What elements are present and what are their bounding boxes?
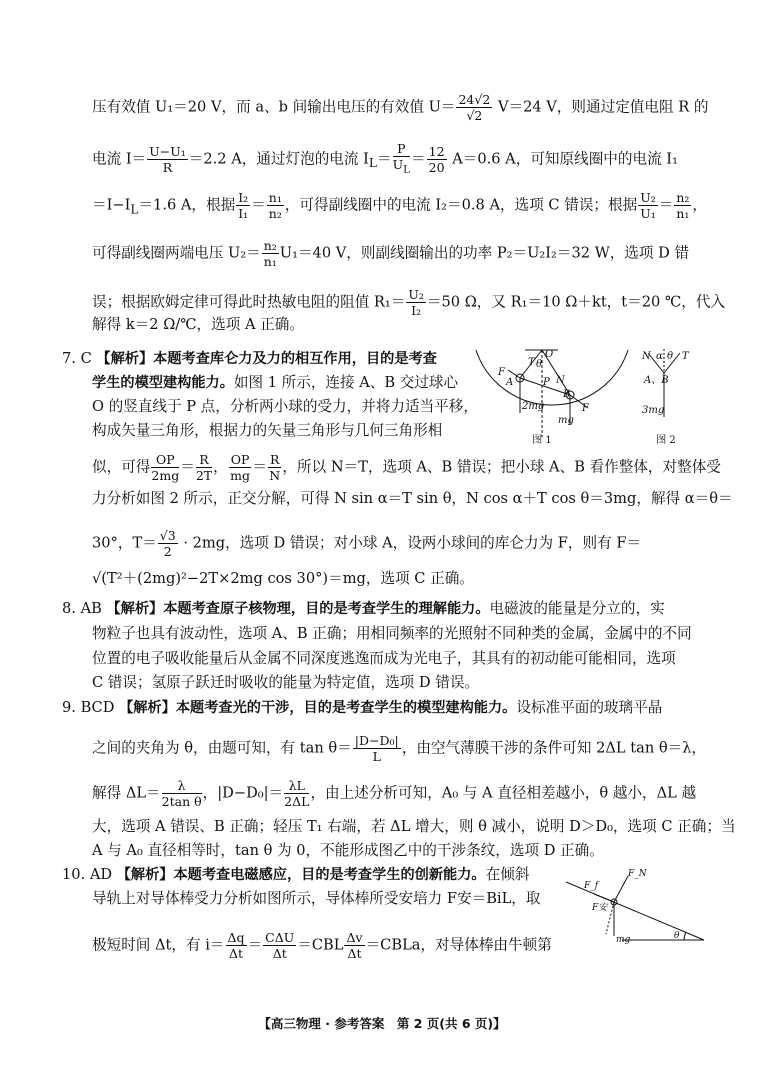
numerator: R [196,452,212,468]
subscript: L [130,202,139,217]
fraction [236,190,250,221]
numerator: CΔU [265,930,295,945]
denominator: Δt [347,946,362,961]
figure-1 [476,350,628,437]
label-F-b: F [582,403,589,414]
numerator: √3 [159,528,176,543]
arrow-Ff [594,894,614,902]
p10-line-1 [62,864,529,886]
analysis-heading: 【解析】本题考查光的干涉，目的是考查学生的模型建构能力。 [119,700,517,716]
denominator: n₁ [263,254,277,269]
figure-1-labels [497,349,590,426]
text: 30°，T＝ [92,534,157,552]
numerator: Δv [346,930,363,945]
question-number: 10. AD [62,866,113,883]
denominator: 2ΔL [284,794,310,809]
text: ， [213,458,228,476]
label-N: N [642,351,651,362]
text: O 的竖直线于 P 点，分析两小球的受力，并将力适当平移， [92,398,478,415]
denominator: I₂ [411,303,422,318]
text: ，|D−D₀|＝ [202,784,284,802]
text: 导轨上对导体棒受力分析如图所示，导体棒所受安培力 F安＝BiL，取 [92,890,541,907]
text: 似，可得 [92,458,151,476]
fraction [456,92,492,123]
text: ，可得副线圈中的电流 I₂＝0.8 A，选项 C 错误；根据 [284,196,638,214]
numerator: U₂ [408,287,424,302]
figure-1-caption: 图 1 [532,435,552,446]
label-A: A [506,377,514,388]
text: ＝1.6 A，根据 [138,196,236,214]
label-theta: θ [536,359,543,370]
fraction [158,528,178,559]
figure-2-caption: 图 2 [656,435,676,446]
analysis-heading: 【解析】本题考查原子核物理，目的是考查学生的理解能力。 [106,601,490,617]
label-mg: mg [616,935,631,945]
subscript: L [368,156,377,171]
label-Fan: F安 [592,903,608,913]
denominator: √2 [466,108,483,123]
p9-line-5 [92,840,604,862]
text: V＝24 V，则通过定值电阻 R 的 [493,98,709,116]
numerator: |D−D₀| [354,733,399,748]
p8-line-1 [62,598,665,620]
p6-line-4 [92,238,689,269]
numerator: Δq [227,930,245,945]
label-alpha: α [656,351,663,362]
label-N: N [556,375,565,386]
text: 位置的电子吸收能量后从金属不同深度逃逸而成为光电子，其具有的初动能可能相同，选项 [92,650,676,667]
p9-line-2 [92,733,706,764]
label-T: T [528,357,535,368]
numerator: OP [230,452,250,467]
p7-line-5 [92,452,721,483]
label-theta: θ [674,931,680,941]
numerator: R [270,452,280,467]
label-Ff: F_f [584,881,599,891]
denominator: Δt [272,946,287,961]
page-footer: 【高三物理 · 参考答案 第 2 页(共 6 页)】 [258,1016,506,1031]
text: 电磁波的能量是分立的，实 [489,600,665,617]
force-diagram-figures [470,345,720,450]
numerator: λ [162,778,202,794]
text: ＝ [251,196,266,214]
text: ＝ [252,458,267,476]
text: A＝0.6 A，可知原线圈中的电流 I₁ [447,150,678,168]
text: 构成矢量三角形，根据力的矢量三角形与几何三角形相 [92,422,443,439]
p7-line-8 [92,568,474,590]
denominator: N [269,468,281,483]
p9-line-4 [92,816,736,838]
subscript: L [403,163,411,176]
numerator: U₂ [640,190,656,205]
question-number: 9. BCD [62,699,115,716]
fraction [262,238,279,269]
text: 解得 ΔL＝ [92,784,161,802]
p6-line-2 [92,141,678,178]
p7-line-3 [92,396,478,418]
denominator [393,157,410,178]
text: ＝CBLa，对导体棒由牛顿第 [365,936,552,954]
text: √(T²＋(2mg)²−2T×2mg cos 30°)＝mg，选项 C 正确。 [92,570,474,587]
numerator: OP [151,452,179,468]
label-P: P [543,377,550,388]
denominator: Δt [229,946,244,961]
denominator: n₂ [268,206,282,221]
fraction [196,452,212,483]
text: ＝I−I [92,196,131,214]
text: ＝ [247,936,263,954]
label-AB: A、B [644,375,669,386]
denominator: R [162,159,173,175]
fraction [393,141,410,178]
p7-line-2 [92,372,458,394]
p9-line-3 [92,778,696,809]
text: ＝2.2 A，通过灯泡的电流 I [188,150,369,168]
p7-line-4 [92,420,442,442]
fraction [162,778,202,809]
p7-line-7 [92,528,641,559]
fraction [147,144,188,175]
fraction [267,190,284,221]
text: 如图 1 所示，连接 A、B 交过球心 [233,374,459,391]
text: 电流 I＝ [92,150,147,168]
denominator: 2 [163,544,172,559]
numerator: 12 [428,143,445,159]
analysis-heading: 【解析】本题考查电磁感应，目的是考查学生的创新能力。 [116,867,486,883]
text: 力分析如图 2 所示，正交分解，可得 N sin α＝T sin θ，N cos α＋T cos θ＝3mg，解得 α＝θ＝ [92,490,733,507]
numerator: n₂ [263,238,277,253]
numerator: λL [284,778,309,794]
text: 在倾斜 [485,866,530,883]
label-3mg: 3mg [642,405,665,416]
text: A 与 A₀ 直径相等时，tan θ 为 0，不能形成图乙中的干涉条纹，选项 D 正确。 [92,842,604,859]
fraction [674,190,691,221]
text: ＝CBL [297,936,344,954]
angle-arc [684,932,686,940]
numerator: n₁ [268,190,282,205]
p8-line-2 [92,623,692,645]
label-F-a: F [498,367,505,378]
denominator: 20 [428,159,445,175]
text: 可得副线圈两端电压 U₂＝ [92,244,261,262]
fraction [229,452,252,483]
denominator: I₁ [238,206,249,221]
label-mg: mg [558,415,574,426]
text: 压有效值 U₁＝20 V，而 a、b 间输出电压的有效值 U＝ [92,98,456,116]
p9-line-1 [62,697,662,719]
text: 设标准平面的玻璃平晶 [516,699,663,716]
label-theta: θ [667,351,674,362]
text: ＝ [376,150,392,168]
arrow-FN [614,876,628,902]
p8-line-4 [92,672,479,694]
denominator: L [372,749,381,764]
numerator: I₂ [238,190,249,205]
p8-line-3 [92,648,676,670]
text: · 2mg，选项 D 错误；对小球 A，设两小球间的库仑力为 F，则有 F＝ [178,534,642,552]
analysis-heading: 【解析】本题考查库仑力及力的相互作用，目的是考查 [96,351,437,367]
p10-line-3 [92,930,552,961]
denominator: 2T [195,468,213,483]
incline-force-diagram [562,862,712,947]
text: ＝ [411,150,426,168]
fraction [427,144,447,175]
text: 解得 k＝2 Ω/℃，选项 A 正确。 [92,316,304,333]
text: ＝ [180,458,195,476]
text: 物粒子也具有波动性，选项 A、B 正确；用相同频率的光照射不同种类的金属，金属中的不同 [92,625,692,642]
fraction [263,930,296,961]
fraction [638,190,658,221]
denominator: n₁ [676,206,690,221]
question-number: 8. AB [62,600,102,617]
fraction [406,287,426,318]
p10-line-2 [92,888,540,910]
label-FN: F_N [628,869,647,879]
text: 极短时间 Δt，有 i＝ [92,936,225,954]
fraction [151,452,179,483]
text: ＝50 Ω，又 R₁＝10 Ω＋kt，t＝20 ℃，代入 [426,293,726,311]
fraction [226,930,247,961]
fraction [284,778,309,809]
text: U₁＝40 V，则副线圈输出的功率 P₂＝U₂I₂＝32 W，选项 D 错 [279,244,690,262]
text: 学生的模型建构能力。 [92,375,234,391]
text: ，由空气薄膜干涉的条件可知 2ΔL tan θ＝λ， [401,739,707,757]
numerator: n₂ [676,190,690,205]
denominator-text: U [392,157,404,172]
fraction [344,930,364,961]
p7-line-1 [62,348,437,370]
label-O: O [545,349,554,360]
p6-line-3 [92,190,707,221]
text: 大，选项 A 错误、B 正确；轻压 T₁ 右端，若 ΔL 增大，则 θ 减小，说明 D＞D₀，选项 C 正确；当 [92,818,736,835]
label-T: T [682,351,689,362]
label-B: B [563,389,571,400]
numerator: P [393,141,410,157]
text: 误；根据欧姆定律可得此时热敏电阻的阻值 R₁＝ [92,293,406,311]
text: C 错误；氢原子跃迁时吸收的能量为特定值，选项 D 错误。 [92,674,480,691]
label-2mg: 2mg [522,401,545,412]
numerator: U−U₁ [149,143,186,159]
text: ，所以 N＝T，选项 A、B 错误；把小球 A、B 看作整体，对整体受 [282,458,721,476]
denominator: U₁ [640,206,656,221]
question-number: 7. C [62,350,92,367]
denominator: mg [230,468,250,483]
numerator: 24√2 [458,92,491,107]
denominator: 2tan θ [161,794,202,809]
text: ，由上述分析可知，A₀ 与 A 直径相差越小，θ 越小，ΔL 越 [310,784,697,802]
fraction [268,452,281,483]
figure-2-labels [641,351,690,416]
p7-line-6 [92,488,733,510]
fraction [353,733,401,764]
p6-line-6 [92,314,304,336]
denominator: 2mg [151,468,180,483]
text: ＝ [658,196,674,214]
text: ， [692,196,708,214]
text: 之间的夹角为 θ，由题可知，有 tan θ＝ [92,739,352,757]
p6-line-1 [92,92,708,123]
